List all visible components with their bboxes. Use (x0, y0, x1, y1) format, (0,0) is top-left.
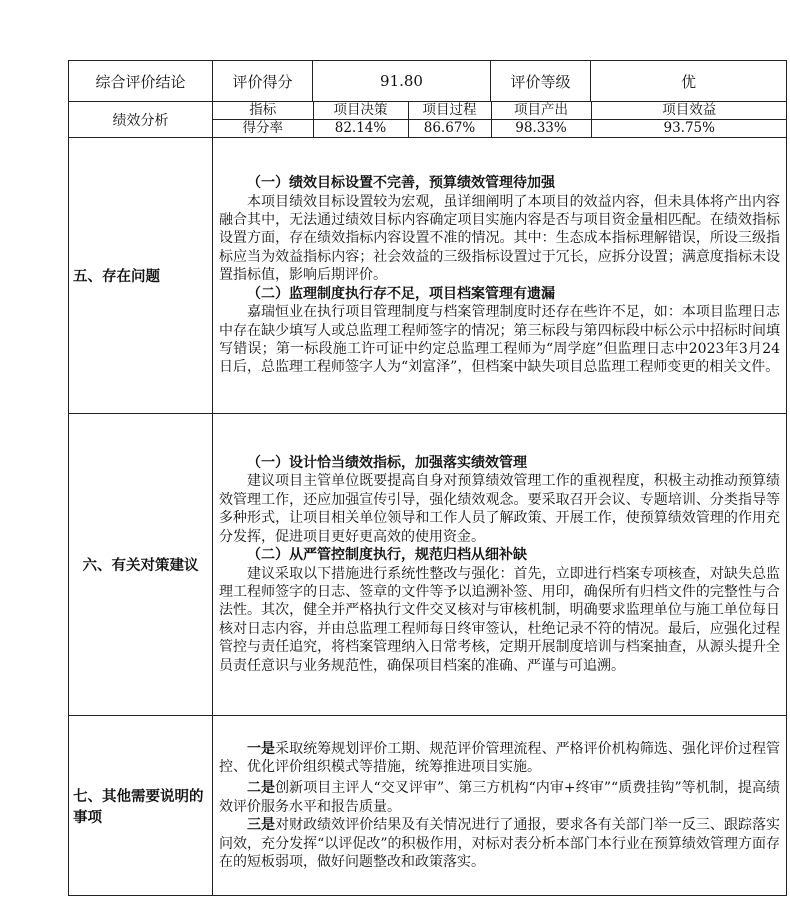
performance-grid (213, 102, 787, 137)
issues-paragraph-1: 本项目绩效目标设置较为宏观，虽详细阐明了本项目的效益内容，但未具体将产出内容融合其中，无法通过绩效目标内容确定项目实施内容是否与项目资金量相匹配。在绩效指标设置方面，存在绩效指标内容设置不准的情况。其中：生态成本指标理解错误，所设三级指标应当为效益指标内容；社会效益的三级指标设置过于冗长，应拆分设置；满意度指标未设置指标值，影响后期评价。 (219, 193, 781, 284)
rate-label: 得分率 (213, 120, 313, 138)
output-rate: 98.33% (491, 120, 591, 138)
score-label: 评价得分 (213, 61, 313, 102)
process-header: 项目过程 (408, 102, 491, 120)
grade-value: 优 (591, 61, 787, 102)
section-issues-row (69, 138, 787, 414)
performance-label: 绩效分析 (69, 102, 213, 138)
suggestions-paragraph-1: 建议项目主管单位既要提高自身对预算绩效管理工作的重视程度，积极主动推动预算绩效管理工作，还应加强宣传引导，强化绩效观念。要采取召开会议、专题培训、分类指导等多种形式，让项目相关单位领导和工作人员了解政策、开展工作，使预算绩效管理的作用充分发挥，促进项目更好更高效的使用资金。 (219, 473, 781, 545)
score-value: 91.80 (313, 61, 491, 102)
suggestions-heading-1: （一）设计恰当绩效指标，加强落实绩效管理 (247, 455, 527, 472)
grade-label: 评价等级 (491, 61, 591, 102)
performance-value-row (213, 120, 787, 138)
issues-heading-2: （二）监理制度执行存不足，项目档案管理有遗漏 (247, 285, 555, 302)
performance-row (69, 102, 787, 138)
evaluation-table (68, 60, 787, 896)
other-item-1 (219, 740, 780, 777)
issues-content (213, 138, 787, 414)
performance-grid-cell (213, 102, 787, 138)
output-header: 项目产出 (491, 102, 591, 120)
other-item-1-text: 采取统筹规划评价工期、规范评价管理流程、严格评价机构筛选、强化评价过程管控、优化评价组织模式等措施，统筹推进项目实施。 (219, 740, 781, 775)
issues-heading-1: （一）绩效目标设置不完善，预算绩效管理待加强 (247, 175, 555, 192)
other-item-1-lead: 一是 (247, 740, 276, 757)
other-content (213, 716, 787, 896)
suggestions-paragraph-2: 建议采取以下措施进行系统性整改与强化：首先，立即进行档案专项核查，对缺失总监理工程师签字的日志、签章的文件等予以追溯补签、用印，确保所有归档文件的完整性与合法性。其次，健全并严格执行文件交叉核对与审核机制，明确要求监理单位与施工单位每日核对日志内容，并由总监理工程师每日终审签认，杜绝记录不符的情况。最后，应强化过程管控与责任追究，将档案管理纳入日常考核，定期开展制度培训与档案抽查，从源头提升全员责任意识与业务规范性，确保项目档案的准确、严谨与可追溯。 (219, 565, 781, 674)
summary-row (69, 61, 787, 102)
other-label: 七、其他需要说明的事项 (69, 716, 213, 896)
other-item-2-lead: 二是 (247, 780, 276, 797)
other-item-2-text: 创新项目主评人“交叉评审”、第三方机构“内审+终审”“质费挂钩”等机制，提高绩效评价服务水平和报告质量。 (219, 780, 781, 815)
suggestions-heading-2: （二）从严管控制度执行，规范归档从细补缺 (247, 547, 527, 564)
other-item-3 (219, 816, 780, 871)
performance-header-row (213, 102, 787, 120)
benefit-header: 项目效益 (591, 102, 787, 120)
other-item-3-lead: 三是 (247, 817, 276, 834)
other-item-3-text: 对财政绩效评价结果及有关情况进行了通报，要求各有关部门举一反三、跟踪落实问效，充分发挥“以评促改”的积极作用，对标对表分析本部门本行业在预算绩效管理方面存在的短板弱项，做好问题整改和政策落实。 (219, 817, 781, 871)
issues-label: 五、存在问题 (69, 138, 213, 414)
decision-header: 项目决策 (313, 102, 408, 120)
decision-rate: 82.14% (313, 120, 408, 138)
section-other-row (69, 716, 787, 896)
suggestions-label: 六、有关对策建议 (69, 414, 213, 716)
conclusion-label: 综合评价结论 (69, 61, 213, 102)
benefit-rate: 93.75% (591, 120, 787, 138)
process-rate: 86.67% (408, 120, 491, 138)
suggestions-content (213, 414, 787, 716)
other-item-2 (219, 779, 780, 816)
issues-paragraph-2: 嘉瑞恒业在执行项目管理制度与档案管理制度时还存在些许不足，如：本项目监理日志中存在缺少填写人或总监理工程师签字的情况；第三标段与第四标段中标公示中招标时间填写错误；第一标段施工许可证中约定总监理工程师为“周学庭”但监理日志中2023年3月24日后，总监理工程师签字人为“刘富泽”，但档案中缺失项目总监理工程师变更的相关文件。 (219, 304, 781, 376)
section-suggestions-row (69, 414, 787, 716)
indicator-header: 指标 (213, 102, 313, 120)
